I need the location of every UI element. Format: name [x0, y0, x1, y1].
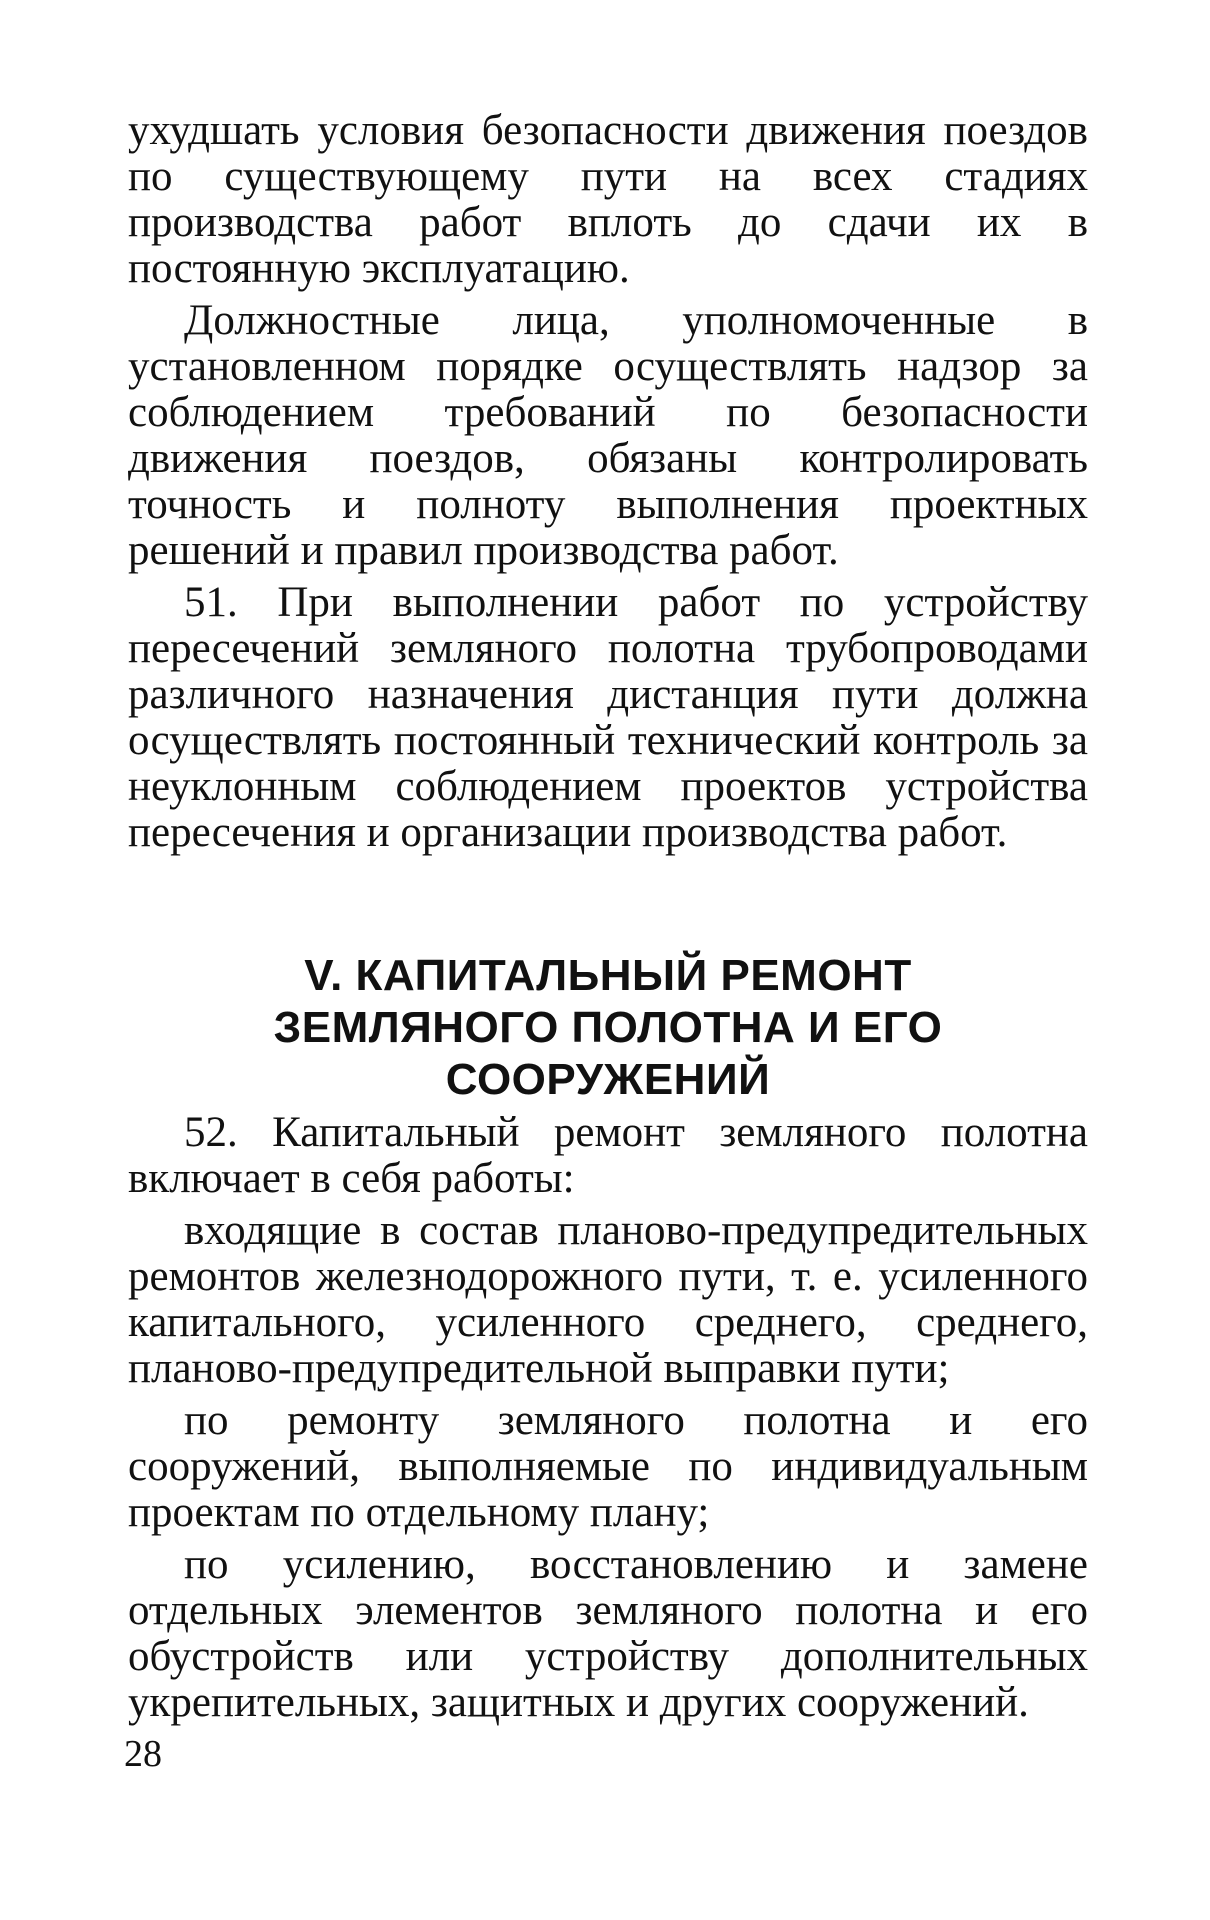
section-heading-line-2: ЗЕМЛЯНОГО ПОЛОТНА И ЕГО СООРУЖЕНИЙ [273, 1003, 943, 1104]
paragraph-52: 52. Капитальный ремонт земляного полотна включает в себя работы: [128, 1109, 1088, 1202]
paragraph-planned-repairs: входящие в состав планово-предупредительных ремонтов железнодорожного пути, т. е. усиленного капитального, усиленного среднего, среднего, планово-предупредительной выправки пути; [128, 1207, 1088, 1392]
paragraph-reinforcement: по усилению, восстановлению и замене отдельных элементов земляного полотна и его обустройств или устройству дополнительных укрепительных, защитных и других сооружений. [128, 1541, 1088, 1726]
paragraph-officials: Должностные лица, уполномоченные в установленном порядке осуществлять надзор за соблюдением требований по безопасности движения поездов, обязаны контролировать точность и полноту выполнения проектных решений и правил производства работ. [128, 297, 1088, 574]
paragraph-51: 51. При выполнении работ по устройству пересечений земляного полотна трубопроводами различного назначения дистанция пути должна осуществлять постоянный технический контроль за неуклонным соблюдением проектов устройства пересечения и организации производства работ. [128, 579, 1088, 856]
top-text-block [128, 108, 1088, 856]
paragraph-individual-projects: по ремонту земляного полотна и его сооружений, выполняемые по индивидуальным проектам по отдельному плану; [128, 1397, 1088, 1536]
section-heading-line-1: V. КАПИТАЛЬНЫЙ РЕМОНТ [304, 951, 912, 1000]
page-number: 28 [124, 1733, 162, 1775]
section-heading [128, 950, 1088, 1106]
paragraph-continuation: ухудшать условия безопасности движения поездов по существующему пути на всех стадиях производства работ вплоть до сдачи их в постоянную эксплуатацию. [128, 107, 1088, 292]
bottom-text-block [128, 1110, 1088, 1726]
